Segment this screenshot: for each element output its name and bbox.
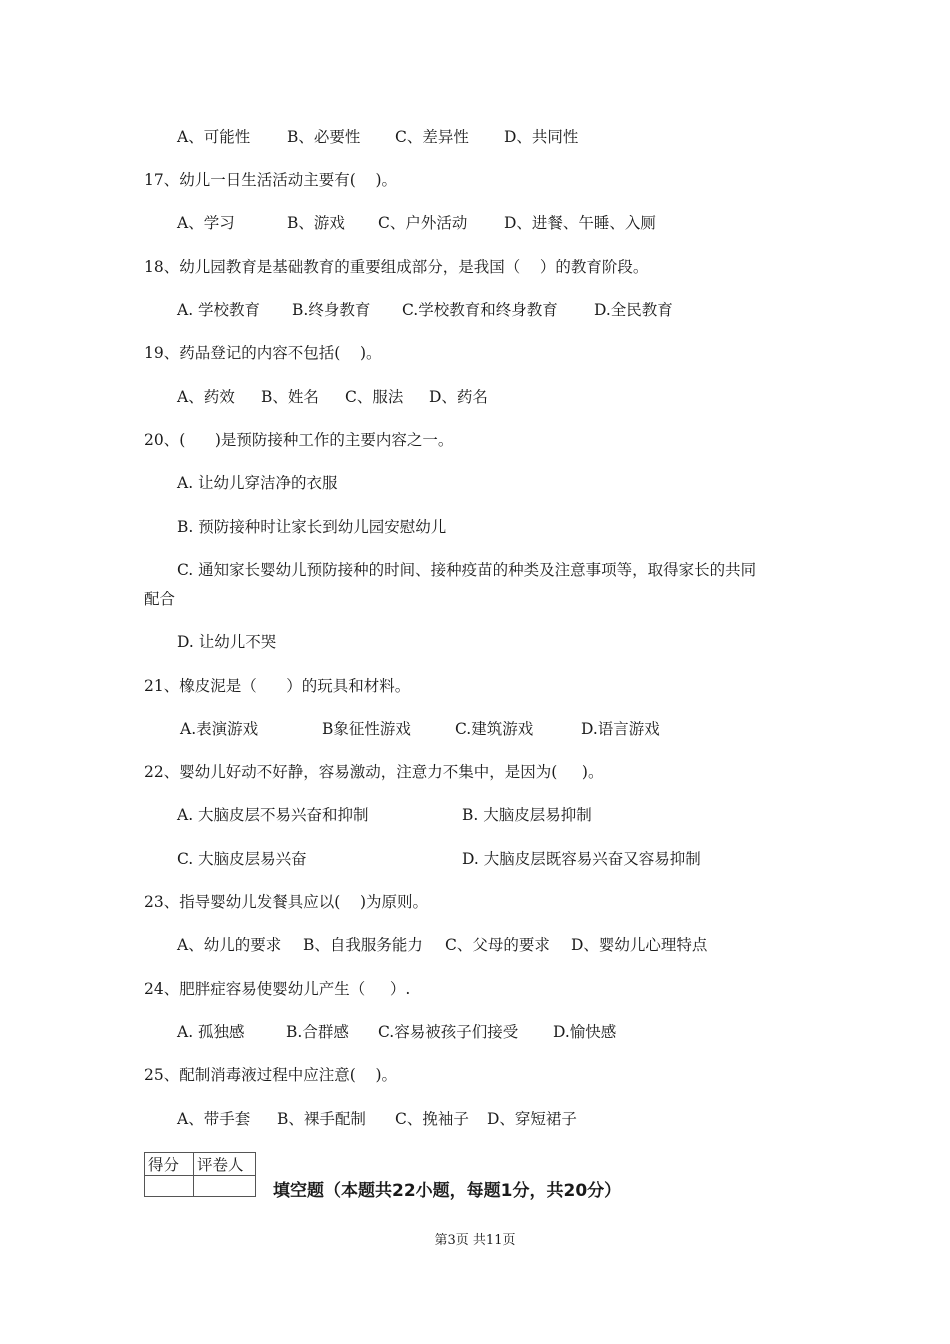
- q16-option-d: D、共同性: [504, 128, 579, 146]
- q16-option-a: A、可能性: [177, 128, 251, 146]
- q20-option-a: A. 让幼儿穿洁净的衣服: [177, 474, 338, 492]
- q21-option-a: A.表演游戏: [180, 720, 259, 738]
- score-box: [144, 1152, 256, 1197]
- q17-stem: 17、幼儿一日生活活动主要有( )。: [144, 171, 398, 189]
- q23-option-a: A、幼儿的要求: [177, 936, 282, 954]
- q24-option-b: B.合群感: [286, 1023, 349, 1041]
- q22-option-d: D. 大脑皮层既容易兴奋又容易抑制: [462, 850, 701, 868]
- q22-stem: 22、婴幼儿好动不好静，容易激动，注意力不集中，是因为( )。: [144, 763, 604, 781]
- q22-option-a: A. 大脑皮层不易兴奋和抑制: [177, 806, 369, 824]
- q19-option-a: A、药效: [177, 388, 235, 406]
- q25-stem: 25、配制消毒液过程中应注意( )。: [144, 1066, 398, 1084]
- section-title: 填空题（本题共22小题，每题1分，共20分）: [273, 1181, 622, 1201]
- q17-option-d: D、进餐、午睡、入厕: [504, 214, 656, 232]
- q24-option-d: D.愉快感: [553, 1023, 617, 1041]
- q20-option-c-continued: 配合: [144, 590, 176, 608]
- q20-option-b: B. 预防接种时让家长到幼儿园安慰幼儿: [177, 518, 447, 536]
- q23-option-c: C、父母的要求: [445, 936, 550, 954]
- grader-label: 评卷人: [194, 1153, 256, 1176]
- score-cell: [145, 1176, 194, 1197]
- q18-option-c: C.学校教育和终身教育: [402, 301, 558, 319]
- q25-option-b: B、裸手配制: [277, 1110, 366, 1128]
- q23-option-d: D、婴幼儿心理特点: [571, 936, 708, 954]
- grader-cell: [194, 1176, 256, 1197]
- q16-option-b: B、必要性: [287, 128, 361, 146]
- q25-option-c: C、挽袖子: [395, 1110, 469, 1128]
- q21-option-c: C.建筑游戏: [455, 720, 534, 738]
- q24-option-c: C.容易被孩子们接受: [378, 1023, 519, 1041]
- q21-stem: 21、橡皮泥是（ ）的玩具和材料。: [144, 677, 411, 695]
- q18-option-a: A. 学校教育: [177, 301, 261, 319]
- q18-option-b: B.终身教育: [292, 301, 371, 319]
- q18-stem: 18、幼儿园教育是基础教育的重要组成部分，是我国（ ）的教育阶段。: [144, 258, 649, 276]
- score-label: 得分: [145, 1153, 194, 1176]
- q17-option-a: A、学习: [177, 214, 235, 232]
- q24-option-a: A. 孤独感: [177, 1023, 245, 1041]
- page-footer: 第3页 共11页: [434, 1233, 516, 1248]
- q22-option-c: C. 大脑皮层易兴奋: [177, 850, 307, 868]
- q18-option-d: D.全民教育: [594, 301, 673, 319]
- q23-stem: 23、指导婴幼儿发餐具应以( )为原则。: [144, 893, 429, 911]
- q21-option-d: D.语言游戏: [581, 720, 660, 738]
- q16-option-c: C、差异性: [395, 128, 469, 146]
- q19-option-c: C、服法: [345, 388, 404, 406]
- q19-stem: 19、药品登记的内容不包括( )。: [144, 344, 382, 362]
- q23-option-b: B、自我服务能力: [303, 936, 423, 954]
- q24-stem: 24、肥胖症容易使婴幼儿产生（ ）.: [144, 980, 411, 998]
- q17-option-b: B、游戏: [287, 214, 345, 232]
- q21-option-b: B象征性游戏: [322, 720, 411, 738]
- q20-stem: 20、( )是预防接种工作的主要内容之一。: [144, 431, 454, 449]
- q20-option-d: D. 让幼儿不哭: [177, 633, 277, 651]
- q19-option-d: D、药名: [429, 388, 488, 406]
- q22-option-b: B. 大脑皮层易抑制: [462, 806, 592, 824]
- q17-option-c: C、户外活动: [378, 214, 468, 232]
- q25-option-d: D、穿短裙子: [487, 1110, 577, 1128]
- q19-option-b: B、姓名: [261, 388, 319, 406]
- q25-option-a: A、带手套: [177, 1110, 251, 1128]
- q20-option-c: C. 通知家长婴幼儿预防接种的时间、接种疫苗的种类及注意事项等，取得家长的共同: [177, 561, 757, 579]
